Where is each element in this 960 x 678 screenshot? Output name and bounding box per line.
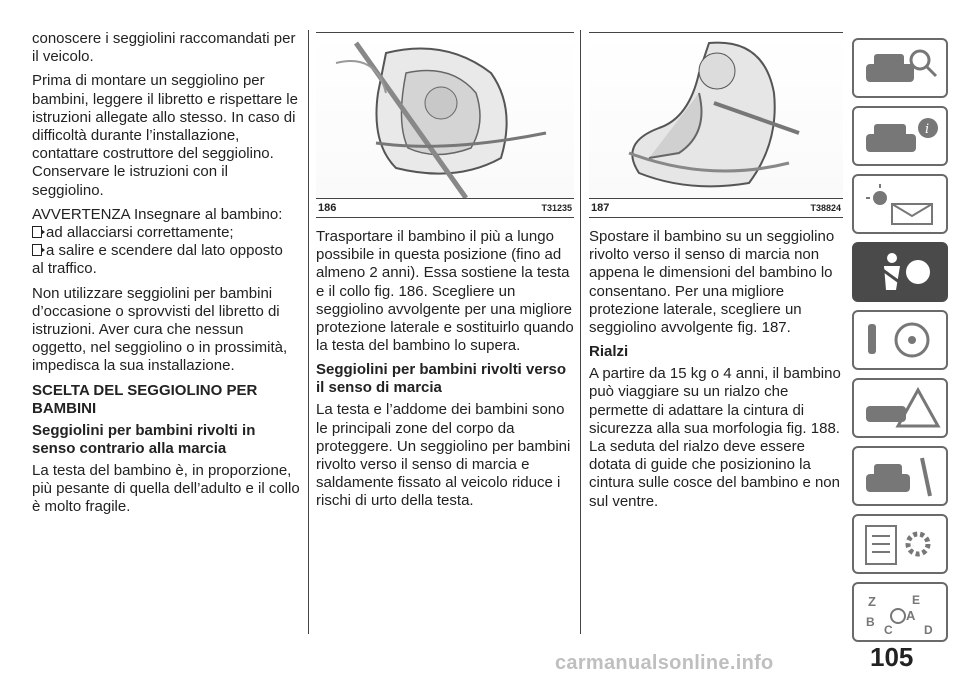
bullet-arrow-icon bbox=[32, 226, 42, 238]
svg-text:A: A bbox=[906, 608, 916, 623]
tab-car-info[interactable] bbox=[852, 106, 948, 166]
subsection-heading: Seggiolini per bambini rivolti in senso contrario alla marcia bbox=[32, 421, 256, 457]
figure-number: 187 bbox=[591, 202, 610, 214]
section-heading: SCELTA DEL SEGGIOLINO PER BAMBINI bbox=[32, 381, 258, 417]
bullet-arrow-icon bbox=[32, 244, 42, 256]
rear-facing-seat-illustration bbox=[316, 33, 574, 198]
figure-caption bbox=[316, 198, 574, 218]
figure-186 bbox=[316, 32, 574, 218]
paragraph: Prima di montare un seggiolino per bambini, leggere il libretto e rispettare le istruzioni allegate allo stesso. In caso di difficoltà durante l’installazione, contattare costruttore del seggiolino. Conservare le istruzioni con il seggiolino. bbox=[32, 72, 298, 199]
bullet-text: ad allacciarsi correttamente; bbox=[46, 224, 234, 242]
paragraph: La testa e l’addome dei bambini sono le principali zone del corpo da proteggere. Un seggiolino per bambini rivolto verso il senso di marcia e saldamente fissato al veicolo riduce i rischi di urto della testa. bbox=[316, 401, 571, 510]
airbag-safety-icon bbox=[862, 250, 942, 296]
car-maintenance-icon bbox=[862, 454, 942, 500]
paragraph: A partire da 15 kg o 4 anni, il bambino può viaggiare su un rialzo che permette di adattare la cintura di sicurezza alla sua morfologia fig. 188. La seduta del rialzo deve essere dotata di guide che posizionino la cintura sulle cosce del bambino e non sul ventre. bbox=[589, 365, 841, 510]
warning-triangle-car-icon bbox=[862, 386, 942, 432]
paragraph: conoscere i seggiolini raccomandati per il veicolo. bbox=[32, 30, 296, 66]
tab-alphabet-index[interactable] bbox=[852, 582, 948, 642]
key-steering-icon bbox=[862, 318, 942, 364]
dashboard-lights-icon bbox=[862, 182, 942, 228]
tab-dashboard-lights[interactable] bbox=[852, 174, 948, 234]
paragraph: al traffico. bbox=[32, 260, 97, 278]
tab-car-maintenance[interactable] bbox=[852, 446, 948, 506]
figure-caption bbox=[589, 198, 843, 218]
column-divider bbox=[308, 30, 309, 634]
text-column-2 bbox=[316, 0, 574, 517]
paragraph: Spostare il bambino su un seggiolino rivolto verso il senso di marcia non appena le dimensioni del bambino lo consentano. Per una migliore protezione laterale, scegliere un seggiolino avvolgente fig. 187. bbox=[589, 228, 835, 337]
watermark: carmanualsonline.info bbox=[555, 652, 774, 674]
alphabet-index-icon bbox=[862, 590, 942, 636]
page-number: 105 bbox=[870, 642, 914, 672]
text-column-3 bbox=[589, 0, 843, 517]
forward-facing-seat-illustration bbox=[589, 33, 843, 198]
tab-key-steering[interactable] bbox=[852, 310, 948, 370]
car-search-icon bbox=[862, 46, 942, 92]
paragraph: Non utilizzare seggiolini per bambini d’occasione o sprovvisti del libretto di istruzioni. Aver cura che nessun oggetto, nel seggiolino o in prossimità, impedisca la sua installazione. bbox=[32, 284, 288, 375]
svg-text:i: i bbox=[925, 122, 930, 137]
figure-187 bbox=[589, 32, 843, 218]
svg-text:E: E bbox=[912, 593, 921, 607]
chapter-tabs bbox=[852, 38, 948, 650]
svg-text:D: D bbox=[924, 623, 933, 636]
paragraph: La testa del bambino è, in proporzione, più pesante di quella dell’adulto e il collo è molto fragile. bbox=[32, 461, 300, 516]
tab-car-search[interactable] bbox=[852, 38, 948, 98]
column-divider bbox=[580, 30, 581, 634]
text-column-1 bbox=[32, 30, 300, 522]
figure-number: 186 bbox=[318, 202, 337, 214]
bullet-item bbox=[32, 224, 300, 242]
subsection-heading: Rialzi bbox=[589, 343, 629, 361]
svg-text:Z: Z bbox=[868, 594, 876, 609]
paragraph: Trasportare il bambino il più a lungo possibile in questa posizione (fino ad almeno 2 anni). Essa sostiene la testa e il collo fig. 186. Scegliere un seggiolino avvolgente per una migliore protezione laterale e sostituirlo quando la testa del bambino lo supera. bbox=[316, 228, 574, 355]
warning-heading: AVVERTENZA Insegnare al bambino: bbox=[32, 205, 283, 223]
tab-airbag-safety[interactable] bbox=[852, 242, 948, 302]
bullet-text: a salire e scendere dal lato opposto bbox=[46, 242, 283, 260]
subsection-heading: Seggiolini per bambini rivolti verso il senso di marcia bbox=[316, 361, 567, 397]
figure-code: T38824 bbox=[810, 203, 841, 213]
figure-code: T31235 bbox=[541, 203, 572, 213]
tab-warning-triangle[interactable] bbox=[852, 378, 948, 438]
svg-text:C: C bbox=[884, 623, 893, 636]
car-info-icon bbox=[862, 114, 942, 160]
specs-gear-icon bbox=[862, 522, 942, 568]
bullet-item bbox=[32, 242, 300, 260]
tab-specs[interactable] bbox=[852, 514, 948, 574]
svg-text:B: B bbox=[866, 615, 875, 629]
